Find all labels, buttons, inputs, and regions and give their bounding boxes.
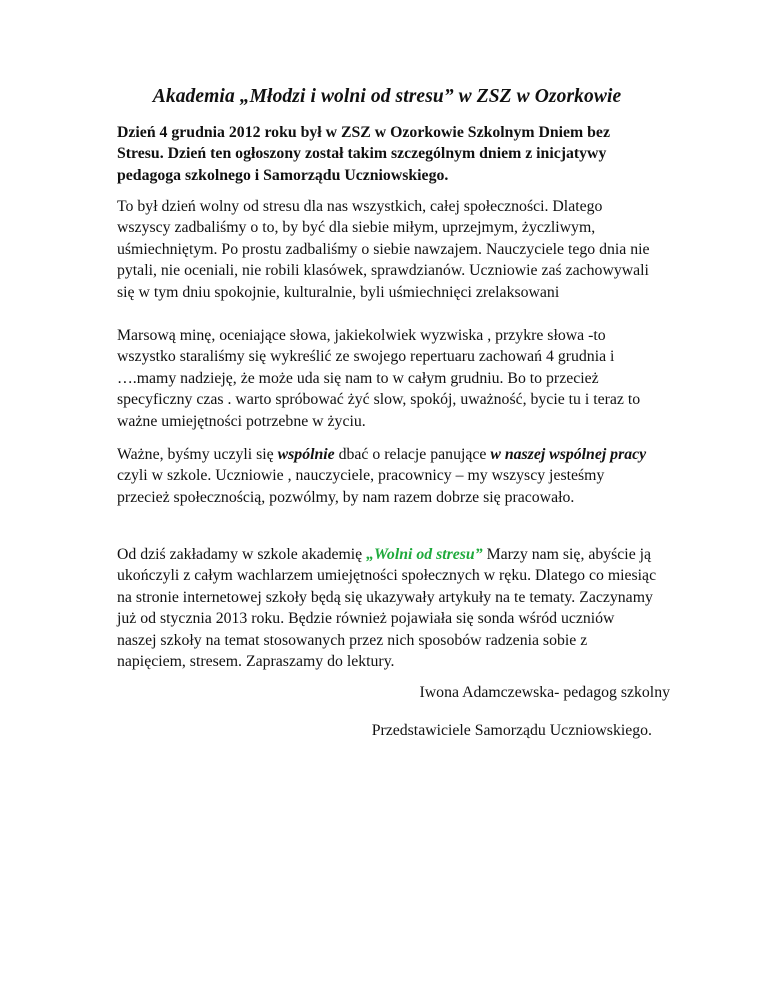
intro-paragraph: Dzień 4 grudnia 2012 roku był w ZSZ w Ozorkowie Szkolnym Dniem bez Stresu. Dzień ten ogłoszony został takim szczególnym dniem z inicjatywy pedagoga szkolnego i Samorządu Uczniowskiego. <box>117 124 610 184</box>
paragraph-4-text-a: Od dziś zakładamy w szkole akademię <box>117 546 367 563</box>
document-title: Akademia „Młodzi i wolni od stresu” w ZSZ w Ozorkowie <box>152 86 622 107</box>
paragraph-3 <box>117 444 657 508</box>
paragraph-3-text-a: Ważne, byśmy uczyli się <box>117 446 278 463</box>
paragraph-4-text-b: Marzy nam się, abyście ją ukończyli z całym wachlarzem umiejętności społecznych w ręku. Dlatego co miesiąc na stronie internetowej szkoły będą się ukazywały artykuły na te tematy. Zaczynamy już od stycznia 2013 roku. Będzie również pojawiała się sonda wśród uczniów naszej szkoły na temat stosowanych przez nich sposobów radzenia sobie z napięciem, stresem. Zapraszamy do lektury. <box>117 546 657 671</box>
paragraph-2: Marsową minę, oceniające słowa, jakiekolwiek wyzwiska , przykre słowa -to wszystko staraliśmy się wykreślić ze swojego repertuaru zachowań 4 grudnia i ….mamy nadzieję, że może uda się nam to w całym grudniu. Bo to przecież specyficzny czas . warto spróbować żyć slow, spokój, uważność, bycie tu i teraz to ważne umiejętności potrzebne w życiu. <box>117 327 641 430</box>
paragraph-3-emphasis-work: w naszej wspólnej pracy <box>490 446 647 463</box>
paragraph-3-emphasis-together: wspólnie <box>277 446 335 463</box>
paragraph-1: To był dzień wolny od stresu dla nas wszystkich, całej społeczności. Dlatego wszyscy zadbaliśmy o to, by być dla siebie miłym, uprzejmym, życzliwym, uśmiechniętym. Po prostu zadbaliśmy o siebie nawzajem. Nauczyciele tego dnia nie pytali, nie oceniali, nie robili klasówek, sprawdzianów. Uczniowie zaś zachowywali się w tym dniu spokojnie, kulturalnie, byli uśmiechnięci zrelaksowani <box>117 198 650 301</box>
paragraph-3-text-b: dbać o relacje panujące <box>334 446 491 463</box>
signature-pedagogue: Iwona Adamczewska- pedagog szkolny <box>419 684 670 701</box>
paragraph-4 <box>117 544 657 672</box>
paragraph-3-text-c: czyli w szkole. Uczniowie , nauczyciele, pracownicy – my wszyscy jesteśmy przecież społecznością, pozwólmy, by nam razem dobrze się pracowało. <box>117 467 605 506</box>
signature-student-council: Przedstawiciele Samorządu Uczniowskiego. <box>371 722 652 739</box>
academy-name-highlight: „Wolni od stresu” <box>366 546 483 563</box>
